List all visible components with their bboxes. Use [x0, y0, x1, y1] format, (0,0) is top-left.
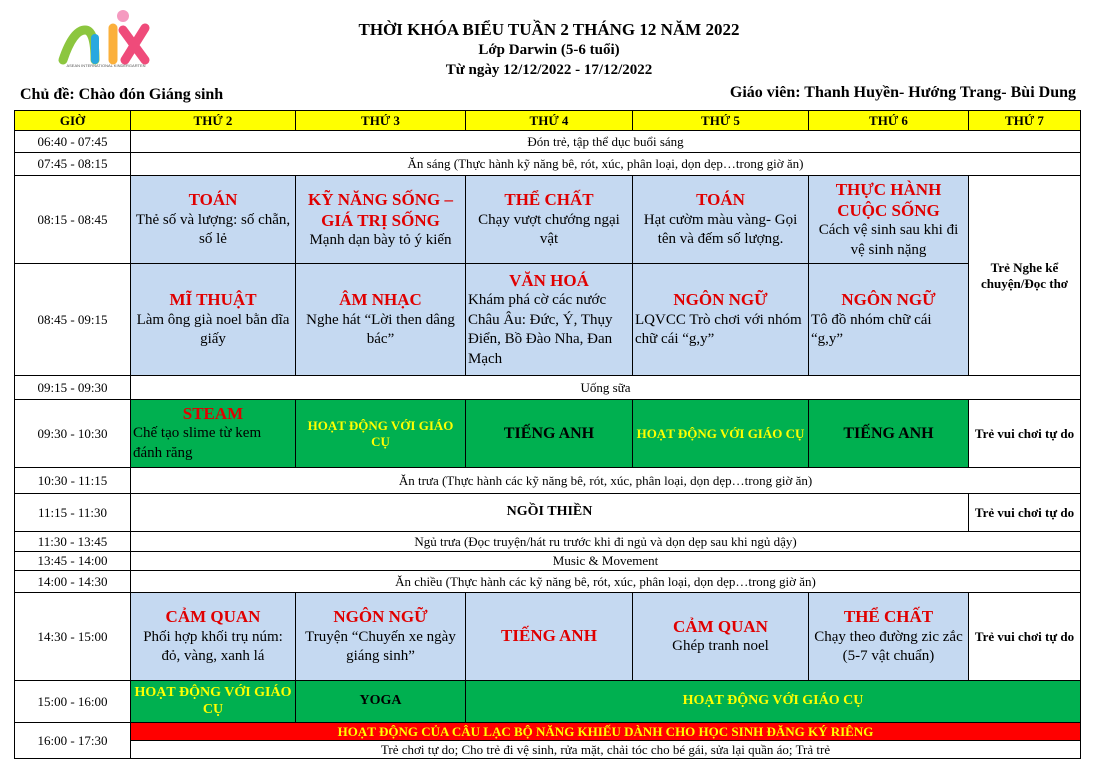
lesson-desc: Cách vệ sinh sau khi đi vệ sinh nặng — [818, 222, 959, 258]
table-row — [15, 681, 1081, 723]
table-row — [15, 468, 1081, 494]
time-cell: 07:45 - 08:15 — [15, 153, 131, 176]
lesson-desc: Thẻ số và lượng: số chẵn, số lẻ — [135, 211, 291, 248]
lesson-desc: LQVCC Trò chơi với nhóm chữ cái “g,y” — [635, 311, 802, 348]
activity-cell: Music & Movement — [131, 552, 1081, 571]
lesson-desc: Chạy theo đường zic zắc (5-7 vật chuẩn) — [814, 628, 963, 665]
activity-cell: Ngủ trưa (Đọc truyện/hát ru trước khi đi ngủ và dọn dẹp sau khi ngủ dậy) — [131, 532, 1081, 552]
col-time: GIỜ — [15, 111, 131, 131]
lesson-cell — [131, 264, 296, 376]
activity-cell: HOẠT ĐỘNG VỚI GIÁO CỤ — [296, 400, 466, 468]
lesson-subject: MĨ THUẬT — [169, 290, 257, 310]
lesson-subject: VĂN HOÁ — [509, 270, 589, 290]
table-row — [15, 131, 1081, 153]
header-row — [15, 111, 1081, 131]
activity-cell: TIẾNG ANH — [466, 400, 633, 468]
time-cell: 08:45 - 09:15 — [15, 264, 131, 376]
table-row — [15, 176, 1081, 264]
lesson-desc: Hạt cườm màu vàng- Gọi tên và đếm số lượng. — [643, 211, 798, 248]
lesson-subject: THỰC HÀNH CUỘC SỐNG — [835, 179, 942, 220]
lesson-subject: TOÁN — [696, 190, 745, 210]
lesson-cell — [131, 176, 296, 264]
table-row — [15, 723, 1081, 741]
table-row — [15, 400, 1081, 468]
lesson-desc: Nghe hát “Lời then dâng bác” — [306, 311, 455, 348]
col-tue: THỨ 3 — [296, 111, 466, 131]
topic: Chủ đề: Chào đón Giáng sinh — [20, 86, 224, 103]
lesson-desc: Chế tạo slime từ kem đánh răng — [133, 425, 262, 461]
table-row — [15, 552, 1081, 571]
lesson-cell — [466, 176, 633, 264]
lesson-desc: Mạnh dạn bày tỏ ý kiến — [309, 232, 452, 248]
table-row — [15, 376, 1081, 400]
lesson-subject: NGÔN NGỮ — [333, 607, 428, 627]
lesson-subject: STEAM — [182, 403, 244, 423]
activity-cell: Đón trẻ, tập thể dục buổi sáng — [131, 131, 1081, 153]
col-thu: THỨ 5 — [633, 111, 809, 131]
lesson-desc: Truyện “Chuyến xe ngày giáng sinh” — [305, 628, 456, 665]
activity-cell: HOẠT ĐỘNG VỚI GIÁO CỤ — [633, 400, 809, 468]
activity-cell: TIẾNG ANH — [809, 400, 969, 468]
time-cell: 13:45 - 14:00 — [15, 552, 131, 571]
lesson-cell — [633, 593, 809, 681]
teachers: Giáo viên: Thanh Huyền- Hướng Trang- Bùi Dung — [729, 84, 1076, 101]
time-cell: 14:00 - 14:30 — [15, 571, 131, 593]
lesson-subject: KỸ NĂNG SỐNG – GIÁ TRỊ SỐNG — [308, 189, 453, 230]
lesson-desc: Ghép tranh noel — [672, 638, 769, 655]
lesson-desc: Chạy vượt chướng ngại vật — [478, 211, 620, 248]
table-row — [15, 494, 1081, 532]
activity-cell: HOẠT ĐỘNG VỚI GIÁO CỤ — [466, 681, 1081, 723]
saturday-cell: Trẻ vui chơi tự do — [969, 593, 1081, 681]
lesson-desc: Làm ông già noel bằn dĩa giấy — [136, 311, 290, 348]
lesson-subject: NGÔN NGỮ — [841, 290, 936, 310]
lesson-subject: CẢM QUAN — [165, 607, 261, 627]
lesson-subject: TOÁN — [188, 190, 238, 210]
lesson-subject: NGÔN NGỮ — [673, 290, 768, 310]
time-cell: 09:30 - 10:30 — [15, 400, 131, 468]
lesson-cell — [809, 176, 969, 264]
schedule-table — [14, 110, 1081, 759]
activity-cell: Trẻ chơi tự do; Cho trẻ đi vệ sinh, rửa mặt, chải tóc cho bé gái, sửa lại quần áo; Trả trẻ — [131, 741, 1081, 759]
time-cell: 11:30 - 13:45 — [15, 532, 131, 552]
col-fri: THỨ 6 — [809, 111, 969, 131]
lesson-subject: THỂ CHẤT — [843, 607, 934, 627]
activity-cell: Ăn trưa (Thực hành các kỹ năng bê, rót, xúc, phân loại, dọn dẹp…trong giờ ăn) — [131, 468, 1081, 494]
time-cell: 14:30 - 15:00 — [15, 593, 131, 681]
lesson-cell — [633, 176, 809, 264]
lesson-cell — [296, 264, 466, 376]
activity-cell: HOẠT ĐỘNG VỚI GIÁO CỤ — [131, 681, 296, 723]
logo-subtext: ASEAN INTERNATIONAL KINDERGARTEN — [66, 63, 146, 68]
activity-cell: NGỒI THIỀN — [131, 494, 969, 532]
lesson-cell — [131, 593, 296, 681]
lesson-desc: Phối hợp khối trụ núm: đỏ, vàng, xanh lá — [143, 628, 283, 665]
col-mon: THỨ 2 — [131, 111, 296, 131]
time-cell: 06:40 - 07:45 — [15, 131, 131, 153]
lesson-desc: Khám phá cờ các nước Châu Âu: Đức, Ý, Thụy Điển, Bồ Đào Nha, Đan Mạch — [468, 292, 613, 367]
lesson-subject: CẢM QUAN — [673, 617, 768, 637]
saturday-cell: Trẻ vui chơi tự do — [969, 494, 1081, 532]
activity-cell: Ăn chiều (Thực hành các kỹ năng bê, rót, xúc, phân loại, dọn dẹp…trong giờ ăn) — [131, 571, 1081, 593]
date-range: Từ ngày 12/12/2022 - 17/12/2022 — [445, 62, 653, 78]
lesson-desc: Tô đồ nhóm chữ cái “g,y” — [811, 311, 932, 348]
time-cell: 08:15 - 08:45 — [15, 176, 131, 264]
time-cell: 16:00 - 17:30 — [15, 723, 131, 759]
time-cell: 15:00 - 16:00 — [15, 681, 131, 723]
lesson-cell — [809, 264, 969, 376]
lesson-cell — [296, 593, 466, 681]
saturday-cell: Trẻ vui chơi tự do — [969, 400, 1081, 468]
schedule-title: THỜI KHÓA BIỂU TUẦN 2 THÁNG 12 NĂM 2022 — [358, 20, 740, 39]
lesson-cell — [809, 593, 969, 681]
table-row — [15, 153, 1081, 176]
lesson-cell: TIẾNG ANH — [466, 593, 633, 681]
lesson-subject: THỂ CHẤT — [504, 190, 594, 210]
club-cell: HOẠT ĐỘNG CỦA CÂU LẠC BỘ NĂNG KHIẾU DÀNH CHO HỌC SINH ĐĂNG KÝ RIÊNG — [131, 723, 1081, 741]
table-row — [15, 741, 1081, 759]
time-cell: 11:15 - 11:30 — [15, 494, 131, 532]
saturday-cell: Trẻ Nghe kể chuyện/Đọc thơ — [969, 176, 1081, 376]
col-sat: THỨ 7 — [969, 111, 1081, 131]
activity-cell: Uống sữa — [131, 376, 1081, 400]
activity-cell: YOGA — [296, 681, 466, 723]
table-row — [15, 264, 1081, 376]
table-row — [15, 571, 1081, 593]
lesson-cell — [633, 264, 809, 376]
table-row — [15, 532, 1081, 552]
time-cell: 10:30 - 11:15 — [15, 468, 131, 494]
lesson-subject: ÂM NHẠC — [339, 290, 422, 310]
lesson-cell — [466, 264, 633, 376]
lesson-cell — [296, 176, 466, 264]
activity-cell: Ăn sáng (Thực hành kỹ năng bê, rót, xúc, phân loại, dọn dẹp…trong giờ ăn) — [131, 153, 1081, 176]
class-name: Lớp Darwin (5-6 tuổi) — [478, 42, 620, 58]
table-row — [15, 593, 1081, 681]
time-cell: 09:15 - 09:30 — [15, 376, 131, 400]
col-wed: THỨ 4 — [466, 111, 633, 131]
lesson-cell — [131, 400, 296, 468]
